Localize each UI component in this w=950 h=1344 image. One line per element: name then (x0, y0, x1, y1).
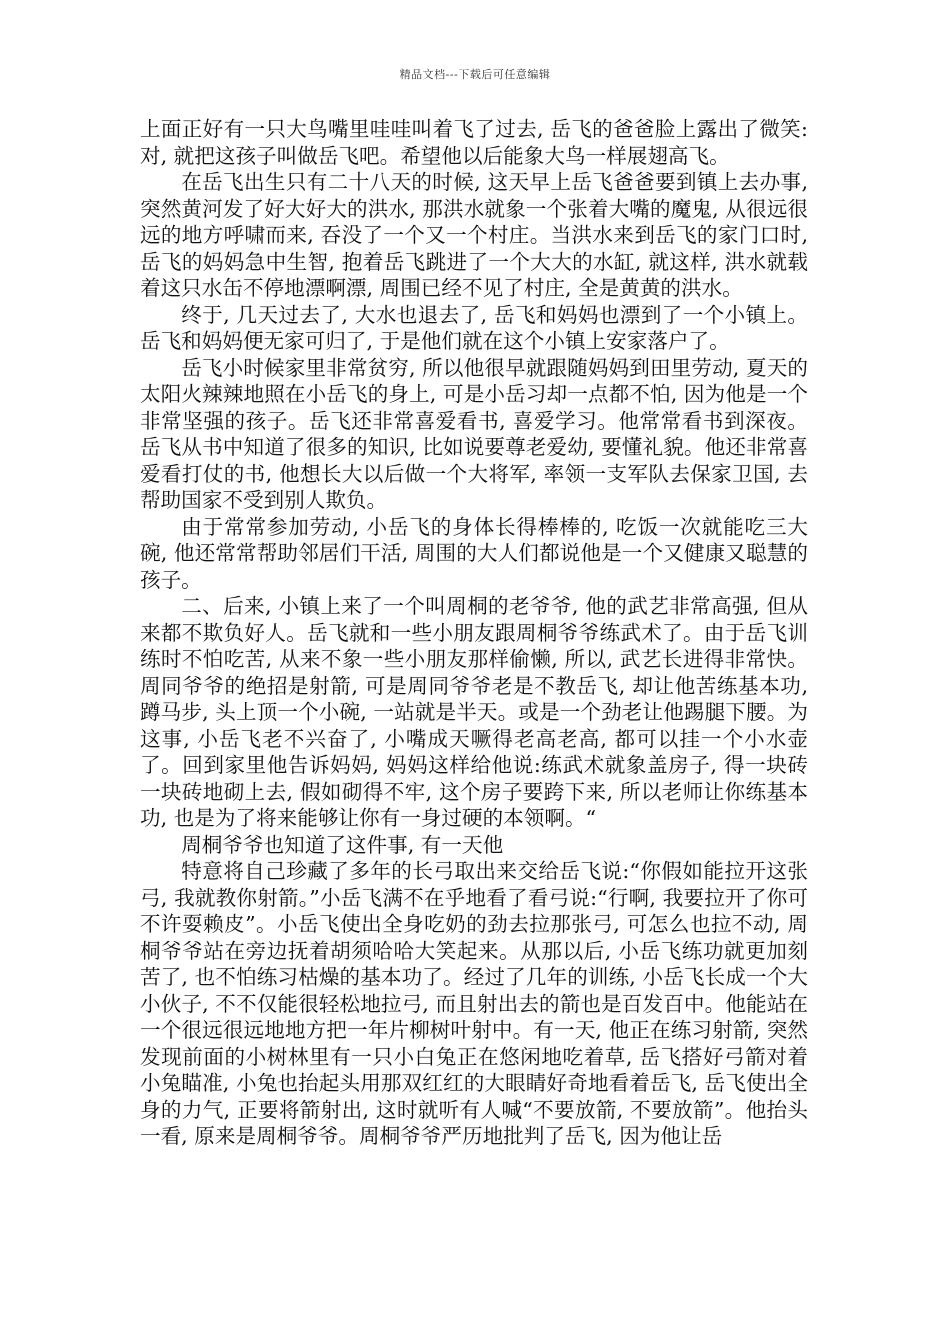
paragraph-training: 二、后来, 小镇上来了一个叫周桐的老爷爷, 他的武艺非常高强, 但从来都不欺负好人。岳飞就和一些小朋友跟周桐爷爷练武术了。由于岳飞训练时不怕吃苦, 从来不象一些小朋友那样偷懒, 所以, 武艺长进得非常快。周同爷爷的绝招是射箭, 可是周同爷爷老是不教岳飞, 却让他苦练基本功, 蹲马步, 头上顶一个小碗, 一站就是半天。或是一个劲老让他踢腿下腰。为这事, 小岳飞老不兴奋了, 小嘴成天噘得老高老高, 都可以挂一个小水壶了。回到家里他告诉妈妈, 妈妈这样给他说:练武术就象盖房子, 得一块砖一块砖地砌上去, 假如砌得不牢, 这个房子要跨下来, 所以老师让你练基本功, 也是为了将来能够让你有一身过硬的本领啊。“ (140, 594, 808, 830)
document-body (140, 116, 808, 1150)
paragraph-one-day: 周桐爷爷也知道了这件事, 有一天他 (181, 832, 504, 857)
paragraph-childhood: 岳飞小时候家里非常贫穷, 所以他很早就跟随妈妈到田里劳动, 夏天的太阳火辣辣地照在小岳飞的身上, 可是小岳习却一点都不怕, 因为他是一个非常坚强的孩子。岳飞还非常喜爱看书, 喜爱学习。他常常看书到深夜。岳飞从书中知道了很多的知识, 比如说要尊老爱幼, 要懂礼貌。他还非常喜爱看打仗的书, 他想长大以后做一个大将军, 率领一支军队去保家卫国, 去帮助国家不受到别人欺负。 (140, 355, 808, 512)
paragraph-continuation: 上面正好有一只大鸟嘴里哇哇叫着飞了过去, 岳飞的爸爸脸上露出了微笑:对, 就把这孩子叫做岳飞吧。希望他以后能象大鸟一样展翅高飞。 (140, 117, 808, 168)
paragraph-flood: 在岳飞出生只有二十八天的时候, 这天早上岳飞爸爸要到镇上去办事, 突然黄河发了好大好大的洪水, 那洪水就象一个张着大嘴的魔鬼, 从很远很远的地方呼啸而来, 吞没了一个又一个村庄。当洪水来到岳飞的家门口时, 岳飞的妈妈急中生智, 抱着岳飞跳进了一个大大的水缸, 就这样, 洪水就载着这只水缶不停地漂啊漂, 周围已经不见了村庄, 全是黄黄的洪水。 (140, 170, 808, 300)
paragraph-bow: 特意将自己珍藏了多年的长弓取出来交给岳飞说:“你假如能拉开这张弓, 我就教你射箭。”小岳飞满不在乎地看了看弓说:“行啊, 我要拉开了你可不许耍赖皮”。小岳飞使出全身吃奶的劲去拉那张弓, 可怎么也拉不动, 周桐爷爷站在旁边抚着胡须哈哈大笑起来。从那以后, 小岳飞练功就更加刻苦了, 也不怕练习枯燥的基本功了。经过了几年的训练, 小岳飞长成一个大小伙子, 不不仅能很轻松地拉弓, 而且射出去的箭也是百发百中。他能站在一个很远很远地地方把一年片柳树叶射中。有一天, 他正在练习射箭, 突然发现前面的小树林里有一只小白兔正在悠闲地吃着草, 岳飞搭好弓箭对着小兔瞄准, 小兔也抬起头用那双红红的大眼睛好奇地看着岳飞, 岳飞使出全身的力气, 正要将箭射出, 这时就听有人喊“不要放箭, 不要放箭”。他抬头一看, 原来是周桐爷爷。周桐爷爷严历地批判了岳飞, 因为他让岳 (140, 859, 808, 1148)
page-header: 精品文档---下载后可任意编辑 (399, 68, 551, 81)
paragraph-labor: 由于常常参加劳动, 小岳飞的身体长得棒棒的, 吃饭一次就能吃三大碗, 他还常常帮助邻居们干活, 周围的大人们都说他是一个又健康又聪慧的孩子。 (140, 514, 808, 592)
paragraph-settle: 终于, 几天过去了, 大水也退去了, 岳飞和妈妈也漂到了一个小镇上。岳飞和妈妈便无家可归了, 于是他们就在这个小镇上安家落户了。 (140, 302, 808, 353)
